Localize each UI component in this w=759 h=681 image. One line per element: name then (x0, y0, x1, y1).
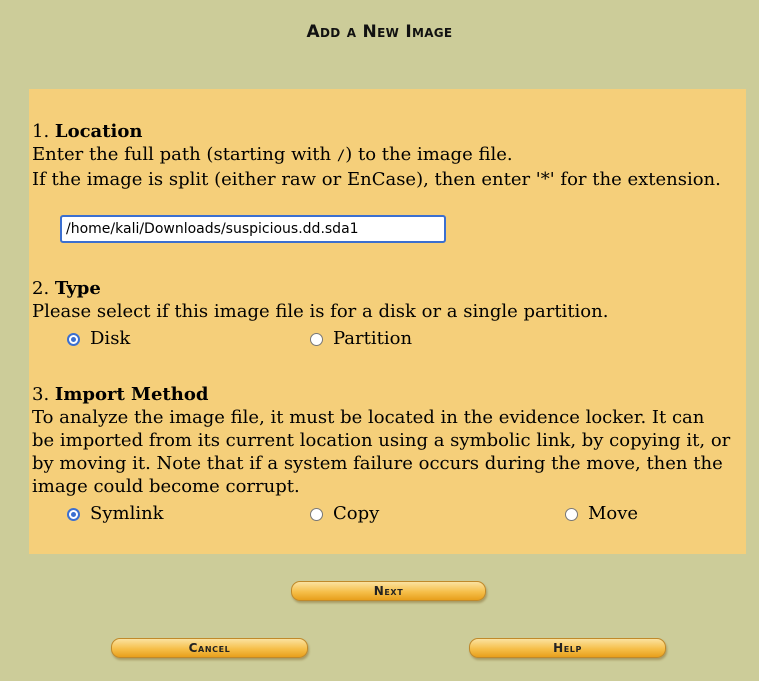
radio-symlink-control[interactable] (67, 508, 80, 521)
import-heading (32, 383, 732, 406)
radio-partition[interactable] (310, 328, 412, 350)
location-desc-part2: ) to the image file. (345, 144, 513, 165)
type-description: Please select if this image file is for a disk or a single partition. (32, 301, 609, 322)
radio-move-control[interactable] (565, 508, 578, 521)
location-desc-part1: Enter the full path (starting with (32, 144, 337, 165)
next-button[interactable]: Next (291, 581, 486, 601)
location-split-note: If the image is split (either raw or EnCase), then enter '*' for the extension. (32, 169, 721, 190)
cancel-button[interactable]: Cancel (111, 638, 308, 658)
type-heading (32, 277, 732, 300)
location-number: 1. (32, 121, 50, 142)
radio-move[interactable] (565, 503, 638, 525)
help-button[interactable]: Help (469, 638, 666, 658)
location-title: Location (54, 121, 143, 142)
radio-partition-control[interactable] (310, 333, 323, 346)
radio-partition-label: Partition (333, 328, 413, 349)
radio-copy-label: Copy (333, 503, 380, 524)
radio-disk-control[interactable] (67, 333, 80, 346)
type-number: 2. (32, 278, 50, 299)
import-title: Import Method (54, 384, 209, 405)
location-section (32, 120, 732, 191)
form-panel (29, 89, 746, 554)
import-description: To analyze the image file, it must be located in the evidence locker. It can be imported from its current location using a symbolic link, by copying it, or by moving it. Note that if a system failure occurs during the move, then the image could become corrupt. (32, 407, 731, 497)
type-title: Type (54, 278, 101, 299)
location-description (32, 143, 732, 168)
radio-disk-label: Disk (90, 328, 131, 349)
radio-symlink[interactable] (67, 503, 164, 525)
location-desc-slash: / (336, 148, 346, 164)
radio-move-label: Move (588, 503, 639, 524)
radio-disk[interactable] (67, 328, 130, 350)
radio-symlink-label: Symlink (90, 503, 164, 524)
image-path-input[interactable] (60, 215, 446, 243)
page-title: Add a New Image (306, 22, 453, 42)
radio-copy-control[interactable] (310, 508, 323, 521)
type-section (32, 277, 732, 323)
radio-copy[interactable] (310, 503, 379, 525)
location-heading (32, 120, 732, 143)
import-number: 3. (32, 384, 50, 405)
import-section (32, 383, 732, 498)
